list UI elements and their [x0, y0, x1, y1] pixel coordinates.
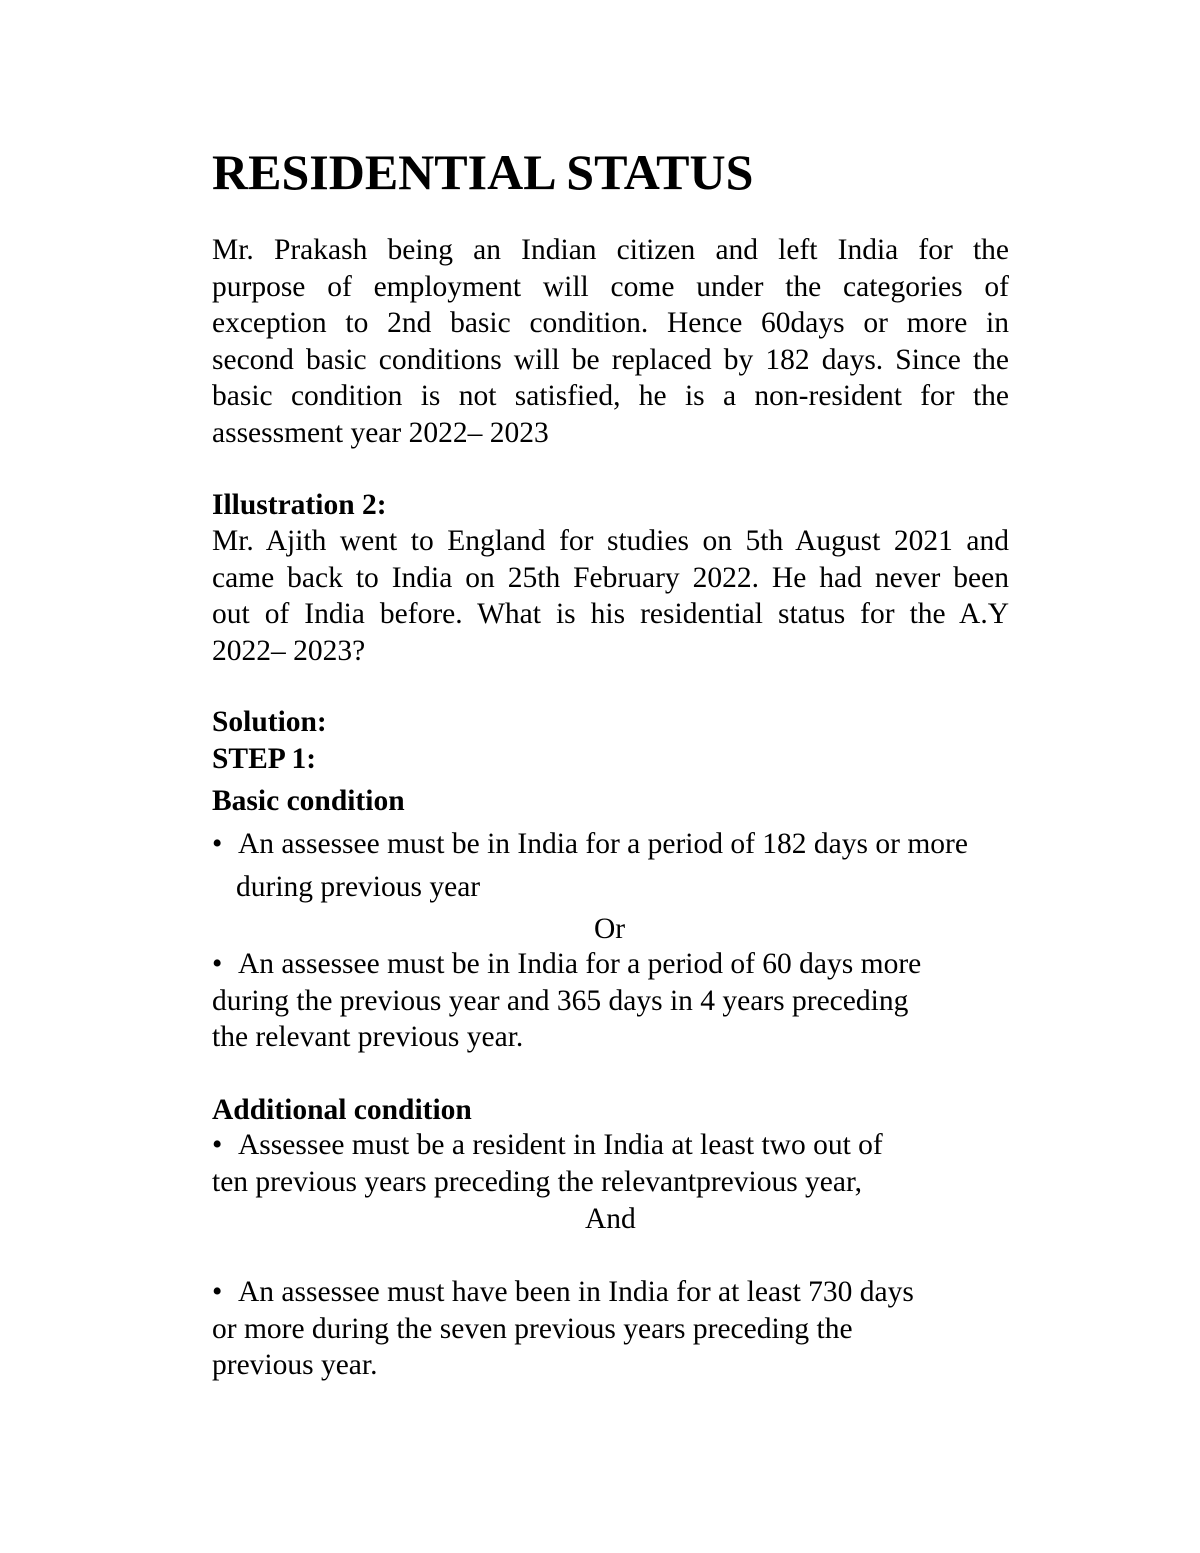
illustration-line: 2022– 2023? — [212, 634, 366, 667]
intro-line: basic condition is not satisfied, he is a non-resident for the — [212, 380, 1009, 412]
bullet-marker: • — [212, 1129, 223, 1161]
intro-line: exception to 2nd basic condition. Hence 60days or more in — [212, 307, 1009, 339]
bullet-marker: • — [212, 948, 223, 980]
intro-line: assessment year 2022– 2023 — [212, 416, 549, 449]
bullet-text: the relevant previous year. — [212, 1021, 524, 1053]
illustration-paragraph — [212, 523, 1009, 669]
intro-paragraph — [212, 232, 1009, 451]
step-heading: STEP 1: — [212, 743, 317, 775]
illustration-line: came back to India on 25th February 2022. He had never been — [212, 561, 1009, 594]
additional-condition-bullet-1 — [212, 1127, 883, 1200]
and-connector: And — [585, 1203, 636, 1235]
bullet-text: Assessee must be a resident in India at least two out of — [238, 1129, 883, 1161]
bullet-text: An assessee must be in India for a period of 60 days more — [238, 948, 922, 980]
bullet-marker: • — [212, 1276, 223, 1308]
additional-condition-bullet-2 — [212, 1274, 914, 1384]
illustration-heading: Illustration 2: — [212, 489, 387, 521]
additional-condition-heading: Additional condition — [212, 1094, 472, 1126]
intro-line: purpose of employment will come under the categories of — [212, 270, 1009, 303]
illustration-line: Mr. Ajith went to England for studies on 5th August 2021 and — [212, 525, 1009, 557]
bullet-text: or more during the seven previous years preceding the — [212, 1312, 853, 1345]
illustration-line: out of India before. What is his residential status for the A.Y — [212, 598, 1009, 630]
bullet-text: during previous year — [236, 870, 481, 903]
bullet-text: An assessee must have been in India for at least 730 days — [238, 1276, 914, 1308]
bullet-text: during the previous year and 365 days in 4 years preceding — [212, 984, 909, 1017]
bullet-text: An assessee must be in India for a period of 182 days or more — [238, 828, 968, 860]
or-connector: Or — [594, 913, 626, 945]
solution-heading: Solution: — [212, 706, 327, 738]
bullet-text: previous year. — [212, 1349, 378, 1381]
intro-line: second basic conditions will be replaced by 182 days. Since the — [212, 343, 1009, 376]
bullet-marker: • — [212, 828, 223, 860]
basic-condition-bullet-2 — [212, 946, 921, 1056]
basic-condition-bullet-1 — [212, 826, 968, 905]
basic-condition-heading: Basic condition — [212, 785, 405, 817]
intro-line: Mr. Prakash being an Indian citizen and left India for the — [212, 234, 1009, 266]
page-title: RESIDENTIAL STATUS — [212, 144, 754, 200]
bullet-text: ten previous years preceding the relevantprevious year, — [212, 1165, 863, 1198]
